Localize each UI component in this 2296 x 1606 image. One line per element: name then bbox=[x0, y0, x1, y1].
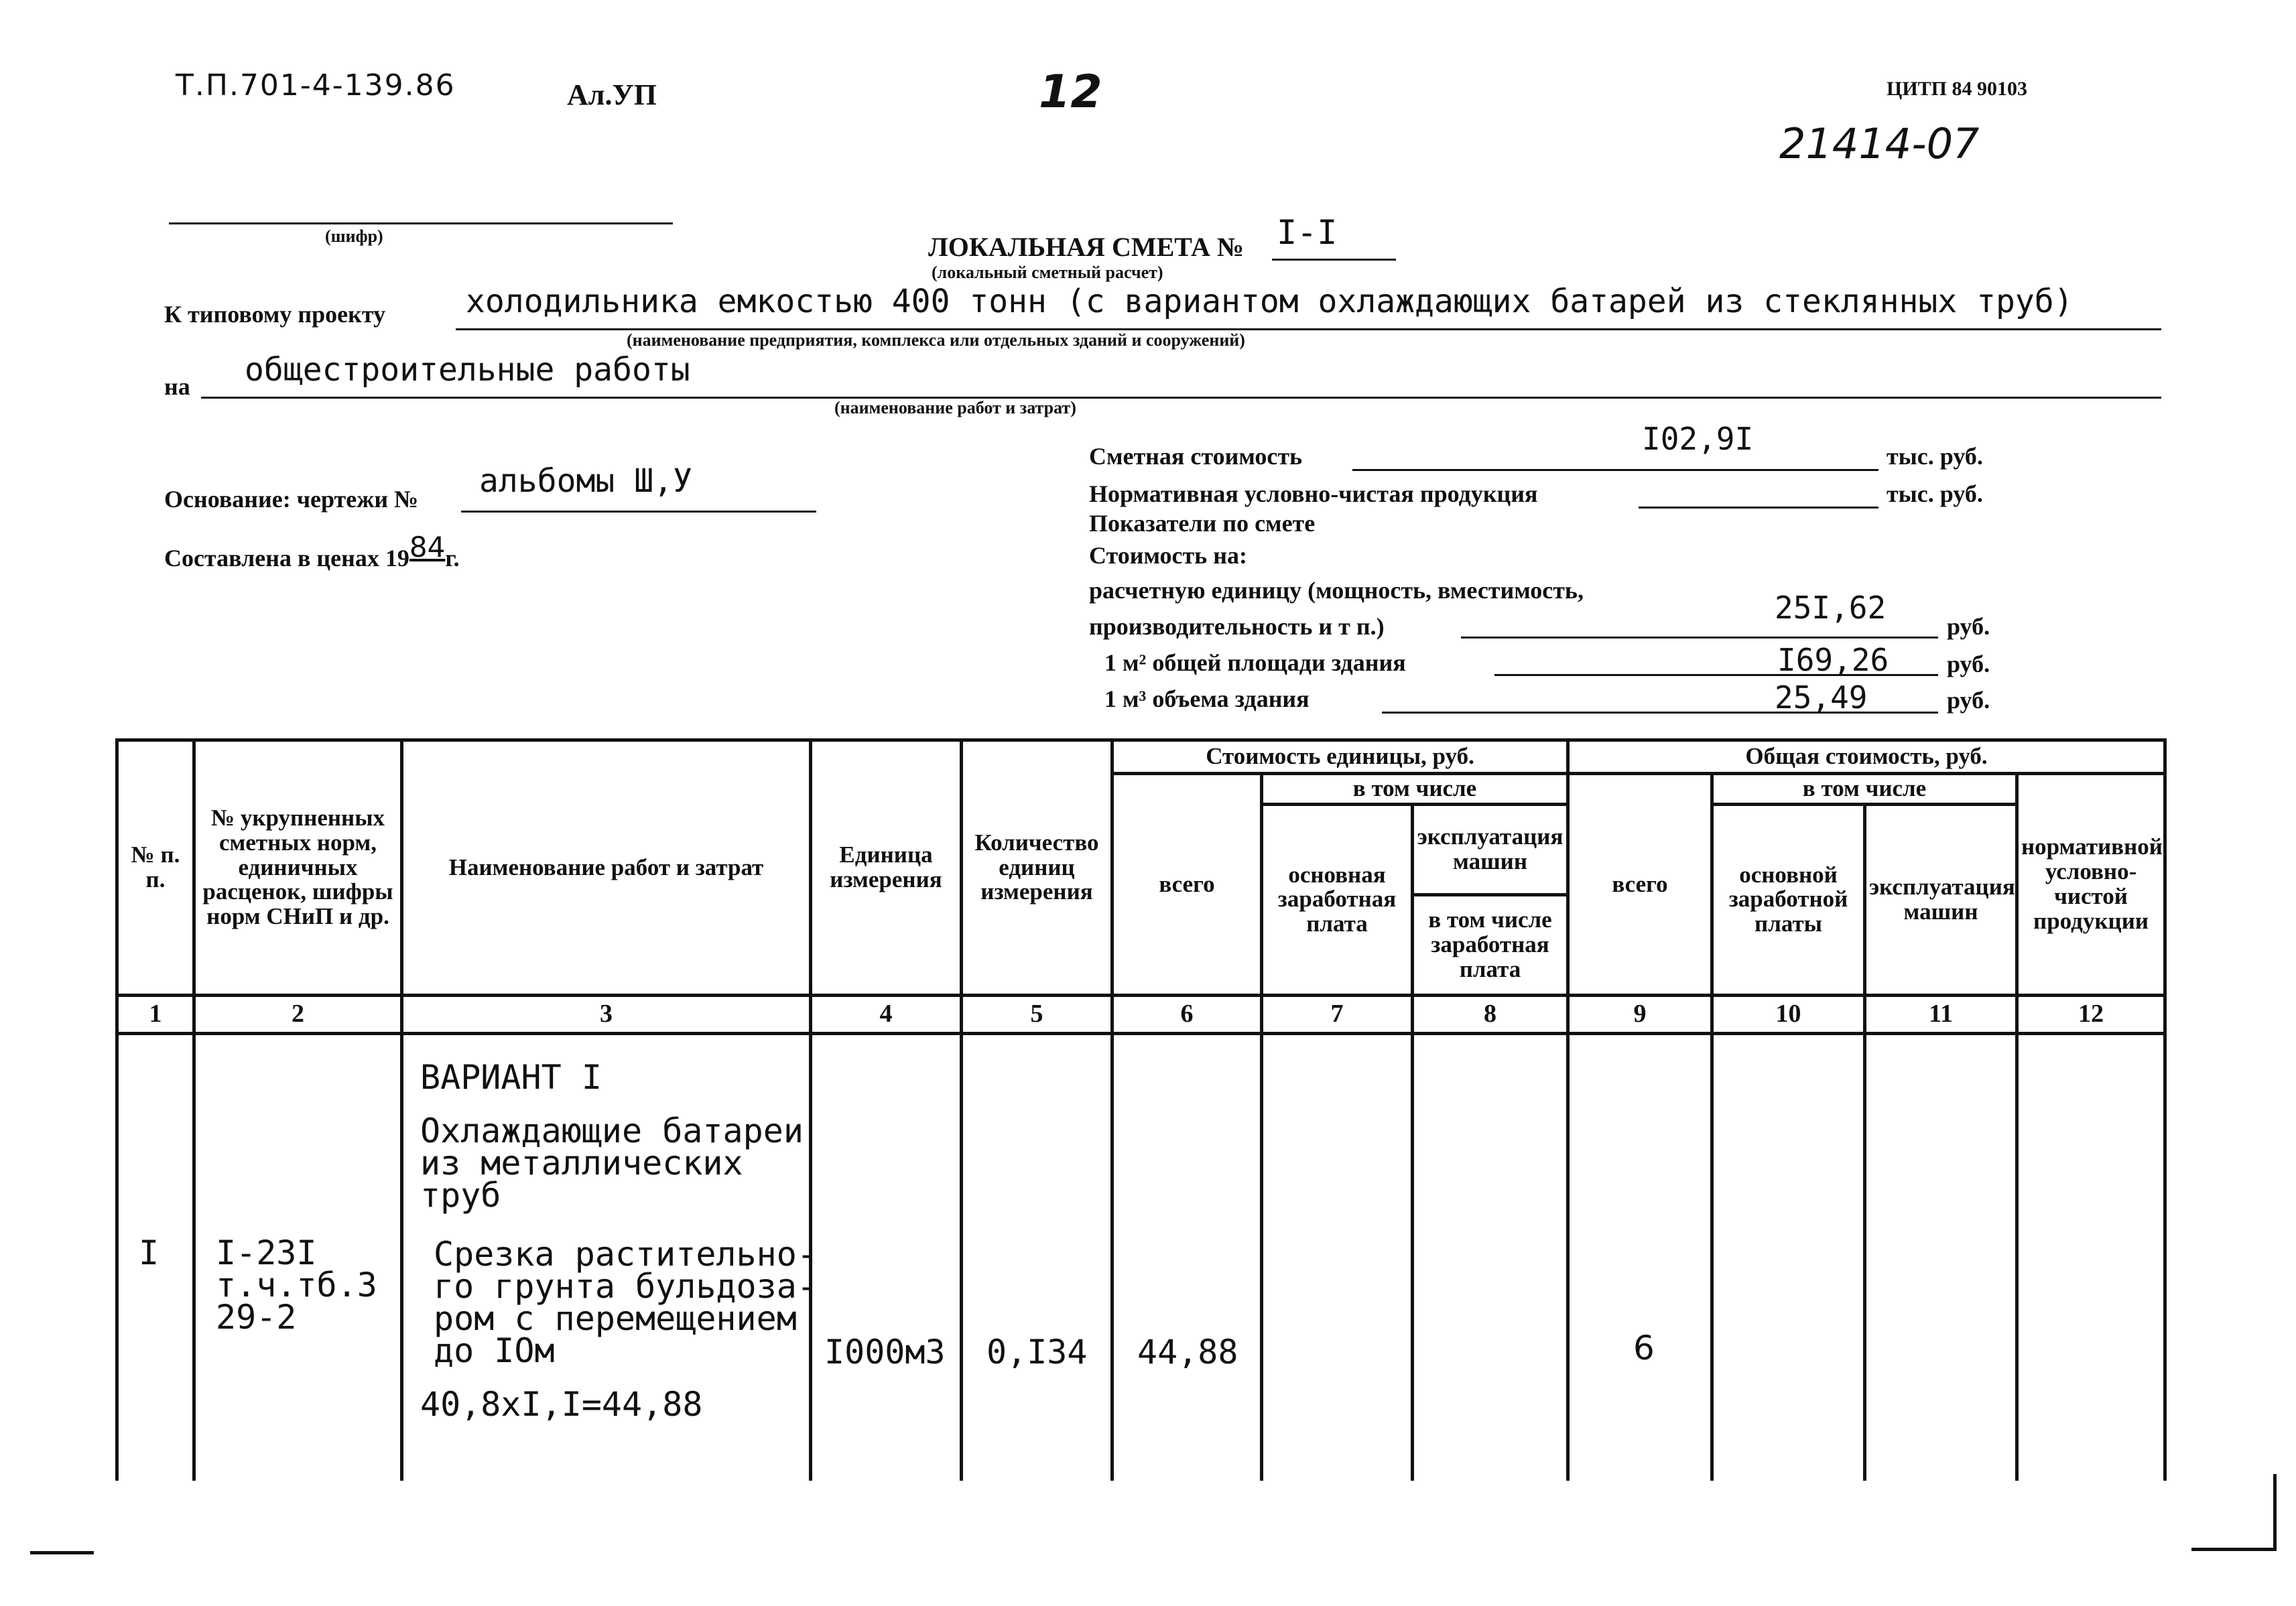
row-qty-cell bbox=[962, 1033, 1112, 1481]
estimate-number-line bbox=[1272, 259, 1396, 261]
header-machines-wage: в том числе заработная плата bbox=[1413, 894, 1568, 995]
project-caption: (наименование предприятия, комплекса или отдельных зданий и сооружений) bbox=[627, 330, 1245, 350]
cost-label: Сметная стоимость bbox=[1089, 443, 1303, 470]
section-line: Охлаждающие батареи bbox=[420, 1111, 804, 1150]
volume-rub: руб. bbox=[1947, 687, 1990, 714]
prices-prefix: Составлена в ценах 19 bbox=[164, 545, 409, 572]
unit-label-2: производительность и т п.) bbox=[1089, 613, 1385, 640]
works-line bbox=[201, 397, 2161, 399]
work-line: го грунта бульдоза- bbox=[434, 1266, 817, 1306]
project-label: К типовому проекту bbox=[164, 301, 386, 328]
unit-line bbox=[1461, 637, 1938, 639]
unit-label-1: расчетную единицу (мощность, вместимость, bbox=[1089, 577, 1584, 604]
col-num: 10 bbox=[1712, 995, 1865, 1033]
net-label: Нормативная условно-чистая продукция bbox=[1089, 480, 1538, 507]
volume-line bbox=[1382, 712, 1938, 714]
col-num: 4 bbox=[811, 995, 962, 1033]
row-code-line: 29-2 bbox=[216, 1297, 297, 1337]
cost-on-label: Стоимость на: bbox=[1089, 542, 1247, 569]
calc-line: 40,8xI,I=44,88 bbox=[420, 1384, 703, 1424]
header-unit-machines: эксплуатация машин bbox=[1413, 804, 1568, 894]
area-line bbox=[1494, 674, 1938, 676]
project-value: холодильника емкостью 400 тонн (с вариантом охлаждающих батарей из стеклянных труб) bbox=[466, 283, 2074, 320]
works-value: общестроительные работы bbox=[245, 351, 690, 389]
col-num: 9 bbox=[1568, 995, 1712, 1033]
project-code: Т.П.701-4-139.86 bbox=[176, 68, 456, 103]
volume-value: 25,49 bbox=[1775, 679, 1868, 716]
cost-unit: тыс. руб. bbox=[1887, 443, 1983, 470]
row-name-cell bbox=[402, 1033, 817, 1481]
row-total-cost: 6 bbox=[1633, 1328, 1655, 1367]
table-row bbox=[117, 1033, 2165, 1481]
column-numbers-row bbox=[117, 995, 2165, 1033]
area-rub: руб. bbox=[1947, 651, 1990, 677]
row-code-cell bbox=[194, 1033, 402, 1481]
unit-value: 25I,62 bbox=[1775, 590, 1887, 626]
works-caption: (наименование работ и затрат) bbox=[834, 398, 1076, 417]
header-total-cost: Общая стоимость, руб. bbox=[1568, 740, 2165, 774]
row-code-line: т.ч.тб.3 bbox=[216, 1265, 377, 1304]
row-num-cell bbox=[117, 1033, 194, 1481]
prices-label bbox=[164, 531, 460, 573]
header-qty: Количество единиц измерения bbox=[962, 740, 1112, 996]
estimate-title: ЛОКАЛЬНАЯ СМЕТА № bbox=[928, 232, 1245, 262]
header-total-wage: основной заработной платы bbox=[1712, 804, 1865, 995]
album-label: Ал.УП bbox=[567, 78, 657, 111]
area-label: 1 м² общей площади здания bbox=[1104, 649, 1406, 676]
header-unit-wage: основная заработная плата bbox=[1262, 804, 1413, 995]
col-num: 1 bbox=[117, 995, 194, 1033]
header-unit-total: всего bbox=[1112, 774, 1262, 996]
col-num: 6 bbox=[1112, 995, 1262, 1033]
row-qty: 0,I34 bbox=[986, 1332, 1088, 1371]
estimate-table bbox=[115, 738, 2167, 1481]
header-num: № п. п. bbox=[117, 740, 194, 996]
col-num: 11 bbox=[1865, 995, 2017, 1033]
indicators-label: Показатели по смете bbox=[1089, 510, 1316, 537]
unit-rub: руб. bbox=[1947, 613, 1990, 640]
header-unit-cost: Стоимость единицы, руб. bbox=[1112, 740, 1568, 774]
cipher-line bbox=[169, 222, 673, 224]
basis-label: Основание: чертежи № bbox=[164, 486, 419, 513]
empty-cell bbox=[1712, 1033, 1865, 1481]
works-label: на bbox=[164, 373, 190, 400]
volume-label: 1 м³ объема здания bbox=[1104, 685, 1310, 712]
header-name: Наименование работ и затрат bbox=[402, 740, 811, 996]
col-num: 2 bbox=[194, 995, 402, 1033]
row-unit-cell bbox=[811, 1033, 962, 1481]
col-num: 12 bbox=[2017, 995, 2165, 1033]
work-line: до IOм bbox=[434, 1331, 555, 1370]
col-num: 8 bbox=[1413, 995, 1568, 1033]
work-line: ром с перемещением bbox=[434, 1298, 797, 1338]
section-line: труб bbox=[420, 1175, 501, 1215]
prices-year: 84 bbox=[409, 531, 446, 563]
page-number: 12 bbox=[1039, 66, 1102, 119]
col-num: 5 bbox=[962, 995, 1112, 1033]
empty-cell bbox=[1413, 1033, 1568, 1481]
area-value: I69,26 bbox=[1777, 642, 1889, 678]
estimate-subtitle: (локальный сметный расчет) bbox=[932, 263, 1163, 282]
basis-value: альбомы Ш,У bbox=[479, 462, 692, 500]
cost-line bbox=[1352, 469, 1878, 471]
empty-cell bbox=[2017, 1033, 2165, 1481]
cipher-caption: (шифр) bbox=[325, 226, 383, 246]
header-total-machines: эксплуатация машин bbox=[1865, 804, 2017, 995]
prices-suffix: г. bbox=[445, 545, 460, 572]
header-unit-incl: в том числе bbox=[1262, 774, 1568, 805]
header-net-product: нормативной условно-чистой продукции bbox=[2017, 774, 2165, 996]
row-unit-cost: 44,88 bbox=[1137, 1332, 1238, 1371]
cost-value: I02,9I bbox=[1642, 421, 1754, 457]
corner-mark-left bbox=[30, 1551, 94, 1554]
row-unit-cost-cell bbox=[1112, 1033, 1262, 1481]
col-num: 7 bbox=[1262, 995, 1413, 1033]
header-total-total: всего bbox=[1568, 774, 1712, 996]
net-unit: тыс. руб. bbox=[1887, 480, 1983, 507]
header-code: № укрупненных сметных норм, единичных расценок, шифры норм СНиП и др. bbox=[194, 740, 402, 996]
header-unit: Единица измерения bbox=[811, 740, 962, 996]
basis-line bbox=[461, 511, 816, 513]
row-code-line: I-23I bbox=[216, 1233, 317, 1272]
net-line bbox=[1639, 507, 1878, 509]
col-num: 3 bbox=[402, 995, 811, 1033]
empty-cell bbox=[1865, 1033, 2017, 1481]
stamp-label: ЦИТП 84 90103 bbox=[1887, 78, 2028, 100]
inventory-number: 21414-07 bbox=[1779, 119, 1980, 168]
estimate-number: I-I bbox=[1277, 213, 1338, 252]
variant-title: ВАРИАНТ I bbox=[420, 1057, 602, 1097]
row-total-cost-cell bbox=[1568, 1033, 1712, 1481]
section-line: из металлических bbox=[420, 1143, 743, 1183]
row-unit: I000м3 bbox=[824, 1332, 946, 1371]
corner-mark-right bbox=[2191, 1474, 2277, 1551]
row-num: I bbox=[139, 1233, 160, 1272]
header-total-incl: в том числе bbox=[1712, 774, 2017, 805]
work-line: Срезка растительно- bbox=[434, 1234, 817, 1274]
empty-cell bbox=[1262, 1033, 1413, 1481]
